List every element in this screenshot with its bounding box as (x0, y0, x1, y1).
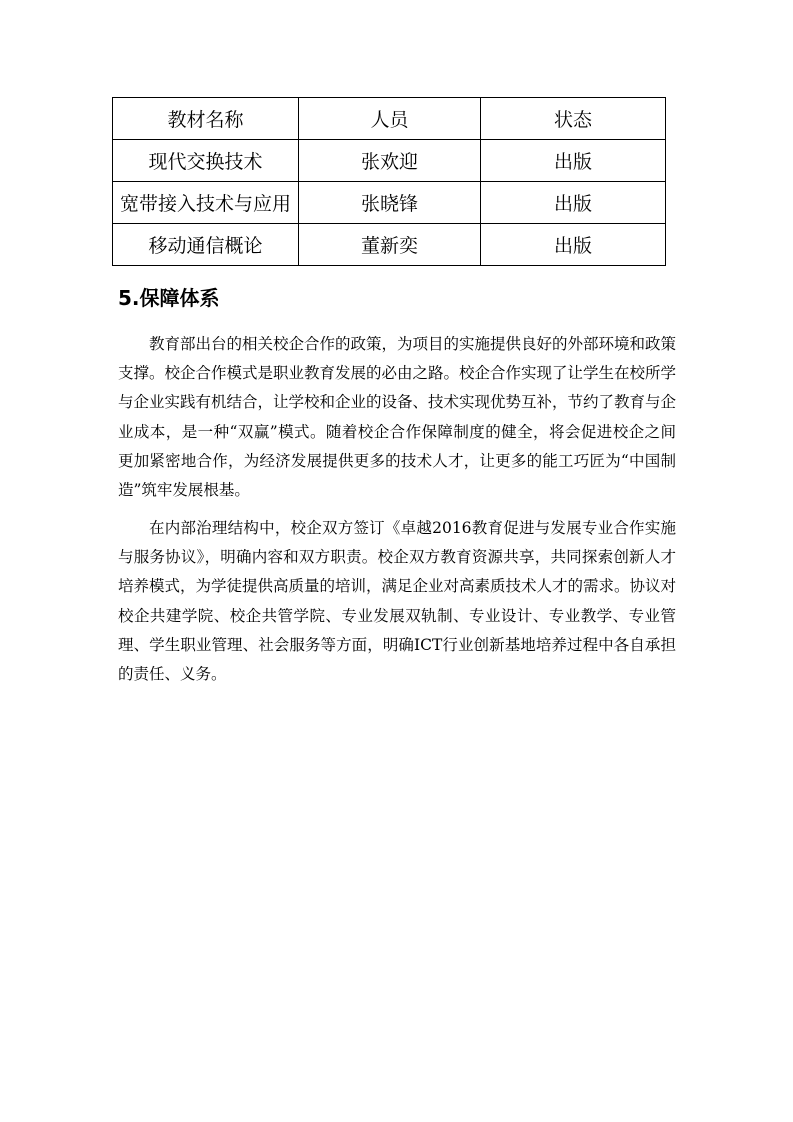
body-paragraph: 教育部出台的相关校企合作的政策，为项目的实施提供良好的外部环境和政策支撑。校企合作模式是职业教育发展的必由之路。校企合作实现了让学生在校所学与企业实践有机结合，让学校和企业的设备、技术实现优势互补，节约了教育与企业成本，是一种“双赢”模式。随着校企合作保障制度的健全，将会促进校企之间更加紧密地合作，为经济发展提供更多的技术人才，让更多的能工巧匠为“中国制造”筑牢发展根基。 (118, 335, 677, 500)
cell-personnel: 张欢迎 (299, 140, 481, 182)
section-heading: 5.保障体系 (118, 286, 220, 310)
cell-personnel: 董新奕 (299, 224, 481, 266)
header-status: 状态 (481, 98, 666, 140)
header-personnel: 人员 (299, 98, 481, 140)
cell-personnel: 张晓锋 (299, 182, 481, 224)
table-row (113, 224, 666, 266)
cell-status: 出版 (481, 224, 666, 266)
cell-status: 出版 (481, 182, 666, 224)
textbook-table (112, 97, 666, 266)
cell-textbook-name: 现代交换技术 (113, 140, 299, 182)
body-paragraph: 在内部治理结构中，校企双方签订《卓越2016教育促进与发展专业合作实施与服务协议》，明确内容和双方职责。校企双方教育资源共享，共同探索创新人才培养模式，为学徒提供高质量的培训，满足企业对高素质技术人才的需求。协议对校企共建学院、校企共管学院、专业发展双轨制、专业设计、专业教学、专业管理、学生职业管理、社会服务等方面，明确ICT行业创新基地培养过程中各自承担的责任、义务。 (118, 519, 677, 684)
header-textbook-name: 教材名称 (113, 98, 299, 140)
cell-textbook-name: 移动通信概论 (113, 224, 299, 266)
cell-status: 出版 (481, 140, 666, 182)
table-row (113, 140, 666, 182)
table-header-row (113, 98, 666, 140)
cell-textbook-name: 宽带接入技术与应用 (113, 182, 299, 224)
table-row (113, 182, 666, 224)
